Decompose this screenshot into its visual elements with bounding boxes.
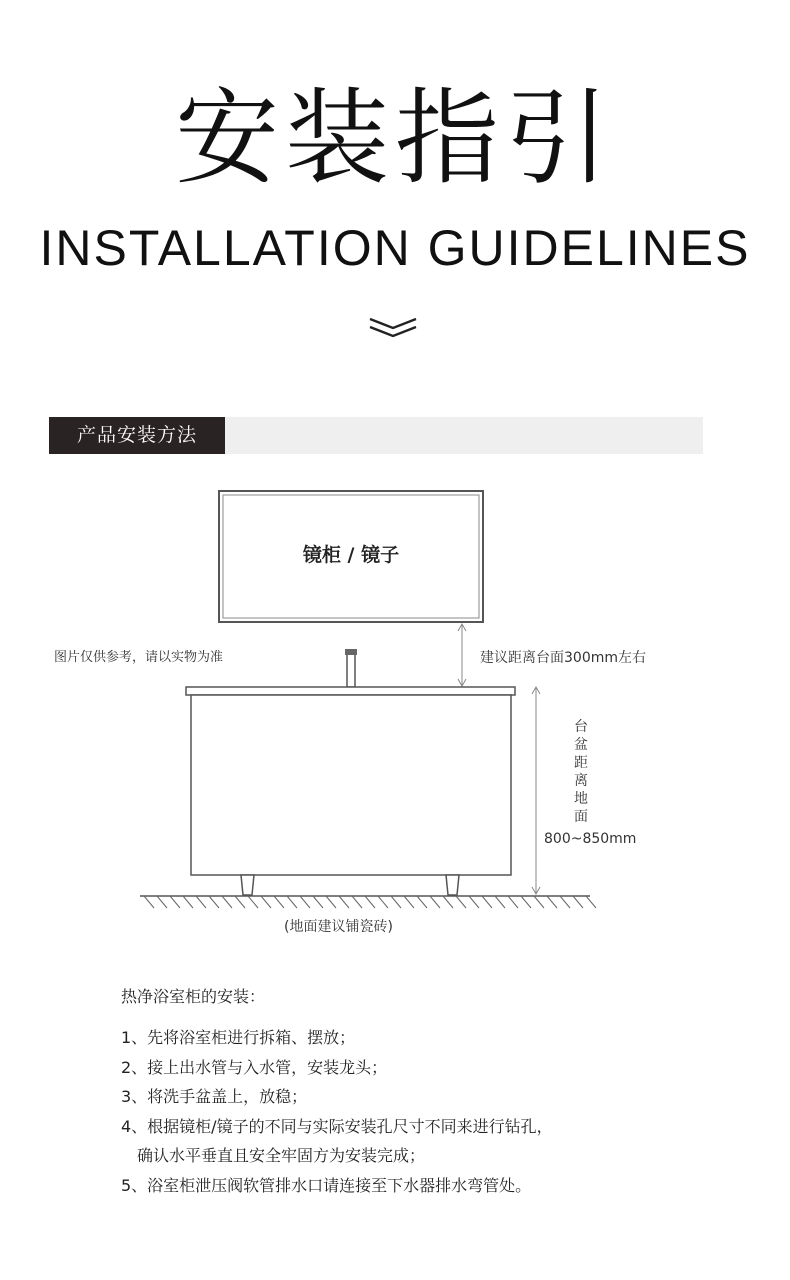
floor-hatch-line (222, 896, 232, 908)
floor-hatch-line (469, 896, 479, 908)
countertop (186, 687, 515, 695)
cabinet-leg-left (241, 875, 254, 895)
floor-hatch-line (287, 896, 297, 908)
floor-hatch-line (183, 896, 193, 908)
section-tab-label: 产品安装方法 (49, 417, 225, 454)
instruction-step: 1、先将浴室柜进行拆箱、摆放； (121, 1028, 356, 1047)
floor-hatch-line (170, 896, 180, 908)
floor-hatch-line (339, 896, 349, 908)
floor-hatch-line (404, 896, 414, 908)
mirror-distance-label: 建议距离台面300mm左右 (480, 650, 646, 666)
floor-hatch-line (430, 896, 440, 908)
floor-hatch-line (144, 896, 154, 908)
floor-hatch-line (391, 896, 401, 908)
floor-hatch-line (248, 896, 258, 908)
floor-hatch-line (196, 896, 206, 908)
floor-hatch-line (300, 896, 310, 908)
basin-height-label: 台 盆 距 离 地 面 (574, 719, 588, 825)
page-title-en: INSTALLATION GUIDELINES (39, 220, 751, 276)
cabinet-leg-right (446, 875, 459, 895)
instruction-step-continued: 确认水平垂直且安全牢固方为安装完成； (137, 1146, 426, 1165)
floor-hatch-line (508, 896, 518, 908)
floor-hatch-line (365, 896, 375, 908)
floor-hatch-line (157, 896, 167, 908)
floor-hatching (144, 896, 596, 908)
floor-hatch-line (326, 896, 336, 908)
floor-hatch-line (352, 896, 362, 908)
instruction-step: 3、将洗手盆盖上，放稳； (121, 1087, 308, 1106)
instruction-step: 5、浴室柜泄压阀软管排水口请连接至下水器排水弯管处。 (121, 1175, 532, 1195)
floor-hatch-line (586, 896, 596, 908)
basin-height-value: 800~850mm (544, 831, 637, 847)
floor-hatch-line (560, 896, 570, 908)
floor-hatch-line (209, 896, 219, 908)
floor-hatch-line (235, 896, 245, 908)
instructions-block (121, 985, 761, 1200)
mirror-label: 镜柜 / 镜子 (302, 544, 400, 566)
floor-hatch-line (495, 896, 505, 908)
instruction-step: 4、根据镜柜/镜子的不同与实际安装孔尺寸不同来进行钻孔， (121, 1116, 553, 1136)
faucet-icon (345, 649, 357, 687)
floor-hatch-line (443, 896, 453, 908)
floor-hatch-line (261, 896, 271, 908)
cabinet-body (191, 695, 511, 875)
floor-hatch-line (534, 896, 544, 908)
floor-hatch-line (547, 896, 557, 908)
floor-hatch-line (573, 896, 583, 908)
floor-hatch-line (482, 896, 492, 908)
disclaimer-text: 图片仅供参考，请以实物为准 (54, 650, 224, 665)
instruction-step: 2、接上出水管与入水管，安装龙头； (121, 1057, 388, 1077)
floor-hatch-line (274, 896, 284, 908)
instructions-title: 热净浴室柜的安装： (121, 987, 266, 1006)
floor-hatch-line (417, 896, 427, 908)
page-title-cn: 安装指引 (174, 77, 615, 199)
floor-hatch-line (521, 896, 531, 908)
floor-hatch-line (378, 896, 388, 908)
floor-hatch-line (456, 896, 466, 908)
floor-note: (地面建议铺瓷砖) (284, 919, 393, 935)
floor-hatch-line (313, 896, 323, 908)
